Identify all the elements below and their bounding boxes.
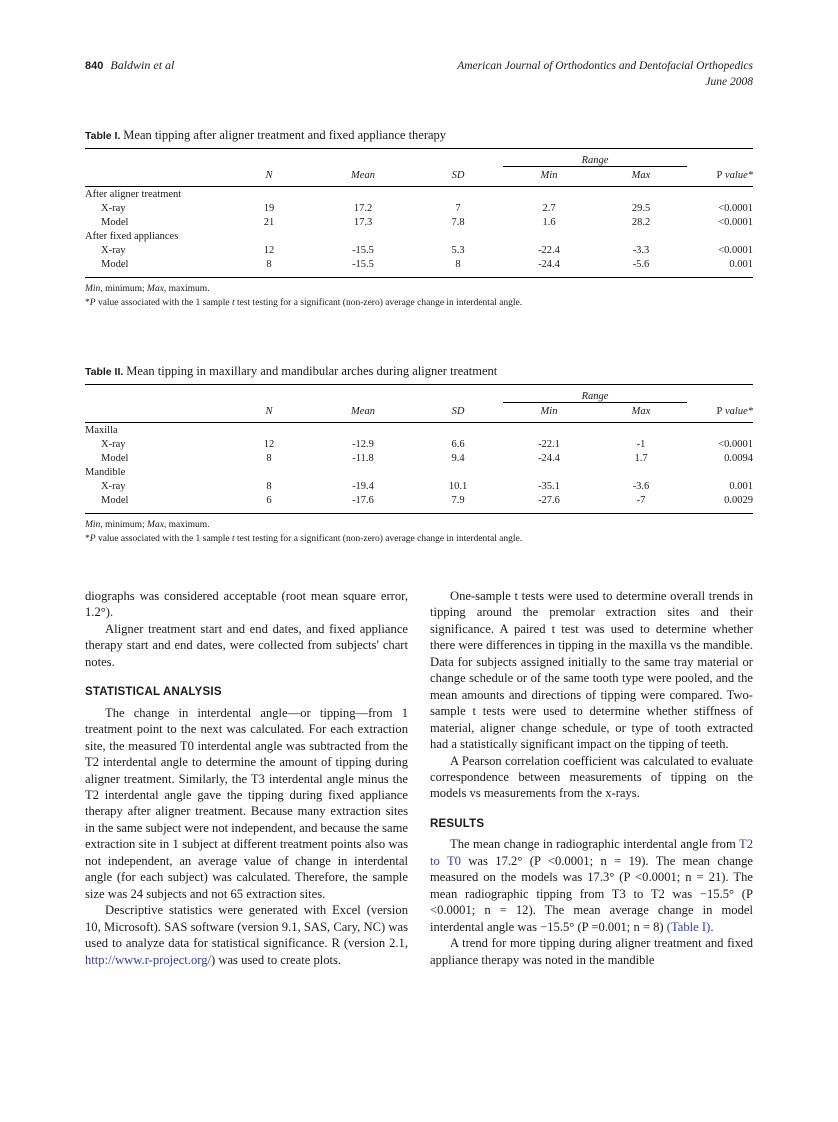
table-2 — [85, 384, 753, 514]
table-2-col-sd: SD — [451, 406, 465, 417]
issue-date: June 2008 — [705, 76, 753, 88]
table-1-header-row — [85, 167, 753, 187]
paragraph-results-means: The mean change in radiographic interdental angle from T2 to T0 was 17.2° (P <0.0001; n = 19). The mean change measured on the models was 17.3° (P <0.0001; n = 21). The mean radiographic tipping from T3 to T2 was −15.5° (P <0.0001; n = 12). The mean average change in model interdental angle was −15.5° (P =0.001; n = 8) (Table I). — [430, 837, 753, 934]
table-2-block — [85, 364, 753, 546]
paragraph-software: Descriptive statistics were generated with Excel (version 10, Microsoft). SAS software (version 9.1, SAS, Cary, NC) was used to analyze data for statistical significance. R (version 2.1, http://www.r-project.org/) was used to create plots. — [85, 903, 408, 967]
xref-t2-t0[interactable]: T2 to T0 — [430, 837, 753, 868]
table-row — [85, 423, 753, 437]
table-2-col-n: N — [265, 406, 273, 417]
table-1-label: Table I. — [85, 130, 121, 142]
journal-title: American Journal of Orthodontics and Dentofacial Orthopedics — [457, 60, 753, 72]
body-column-left — [85, 588, 408, 968]
table-1-caption — [85, 128, 753, 143]
table-1-caption-text: Mean tipping after aligner treatment and fixed appliance therapy — [123, 128, 447, 142]
running-head-right — [457, 58, 753, 90]
table-1-col-min: Min — [540, 170, 558, 181]
page-number: 840 — [85, 60, 104, 72]
table-row — [85, 229, 753, 243]
paragraph-t-tests: One-sample t tests were used to determine overall trends in tipping around the premolar extraction sites and their significance. A paired t test was used to determine whether there were differences in tipping in the maxilla vs the mandible. Data for subjects assigned initially to the same tray material or change schedule or of the same tooth type were pooled, and the mean amounts and directions of tipping were compared. Two-sample t tests were used to determine whether stiffness of material, aligner change schedule, or type of tooth extracted had a statistically significant impact on the tipping of teeth. — [430, 589, 753, 752]
table-2-notes — [85, 519, 753, 546]
table-1-block — [85, 128, 753, 310]
table-2-star-note: *P value associated with the 1 sample t test testing for a significant (non-zero) average change in interdental angle. — [85, 533, 523, 544]
table-2-col-max: Max — [631, 406, 651, 417]
table-row: X-ray 12 -15.5 5.3 -22.4 -3.3 <0.0001 — [101, 244, 753, 256]
table-1-group-fixed: After fixed appliances — [85, 231, 179, 242]
running-head-authors: Baldwin et al — [110, 58, 175, 72]
table-1 — [85, 148, 753, 278]
table-1-col-sd: SD — [451, 170, 465, 181]
table-1-col-mean: Mean — [351, 170, 375, 181]
table-2-caption — [85, 364, 753, 379]
paragraph-diographs: diographs was considered acceptable (root mean square error, 1.2°). — [85, 589, 408, 620]
table-row: X-ray 19 17.2 7 2.7 29.5 <0.0001 — [101, 202, 753, 214]
table-1-group-aligner: After aligner treatment — [85, 189, 182, 200]
table-1-col-pvalue: P value* — [716, 170, 753, 181]
table-2-header-row — [85, 403, 753, 423]
table-row: X-ray 8 -19.4 10.1 -35.1 -3.6 0.001 — [101, 480, 753, 492]
table-2-group-mandible: Mandible — [85, 467, 126, 478]
table-row: Model 8 -11.8 9.4 -24.4 1.7 0.0094 — [101, 452, 753, 464]
table-2-col-pvalue: P value* — [716, 406, 753, 417]
table-2-col-min: Min — [540, 406, 558, 417]
paragraph-statistics-method: The change in interdental angle—or tipping—from 1 treatment point to the next was calculated. For each extraction site, the measured T0 interdental angle was subtracted from the T2 interdental angle to determine the amount of tipping during aligner treatment. Similarly, the T3 interdental angle minus the T2 interdental angle gave the tipping during fixed appliance therapy after aligner treatment. Because many extraction sites in the same subject were not independent, and because the same extraction site in 1 subject at different treatment points also was not independent, an average value of change in interdental angle (for each subject) was calculated. Therefore, the sample size was 24 subjects and not 65 extraction sites. — [85, 705, 408, 901]
table-1-star-note: *P value associated with the 1 sample t test testing for a significant (non-zero) average change in interdental angle. — [85, 297, 523, 308]
table-2-group-maxilla: Maxilla — [85, 425, 118, 436]
r-project-link[interactable]: http://www.r-project.org/ — [85, 952, 212, 967]
paragraph-pearson: A Pearson correlation coefficient was calculated to evaluate correspondence between measurements of tipping on the models vs measurements from the x-rays. — [430, 753, 753, 801]
table-1-range-header: Range — [581, 155, 609, 166]
heading-statistical-analysis: STATISTICAL ANALYSIS — [85, 686, 222, 699]
table-row: Model 8 -15.5 8 -24.4 -5.6 0.001 — [101, 258, 753, 270]
table-row — [85, 187, 753, 201]
running-head-left — [85, 58, 174, 73]
table-2-label: Table II. — [85, 366, 124, 378]
table-row: X-ray 12 -12.9 6.6 -22.1 -1 <0.0001 — [101, 438, 753, 450]
table-2-range-header: Range — [581, 391, 609, 402]
paragraph-trend: A trend for more tipping during aligner treatment and fixed appliance therapy was noted in the mandible — [430, 936, 753, 967]
table-1-notes — [85, 283, 753, 310]
table-1-abbrev-note: Min, minimum; Max, maximum. — [85, 284, 210, 294]
table-2-col-mean: Mean — [351, 406, 375, 417]
table-2-caption-text: Mean tipping in maxillary and mandibular arches during aligner treatment — [126, 364, 498, 378]
table-1-col-n: N — [265, 170, 273, 181]
table-row: Model 21 17.3 7.8 1.6 28.2 <0.0001 — [101, 216, 753, 228]
table-2-abbrev-note: Min, minimum; Max, maximum. — [85, 520, 210, 530]
paragraph-treatment-dates: Aligner treatment start and end dates, and fixed appliance therapy start and end dates, were collected from subjects' chart notes. — [85, 621, 408, 669]
xref-table-1[interactable]: (Table I) — [666, 919, 711, 934]
running-head — [85, 58, 753, 98]
table-row: Model 6 -17.6 7.9 -27.6 -7 0.0029 — [101, 494, 753, 506]
body-column-right — [430, 588, 753, 968]
table-row — [85, 465, 753, 479]
heading-results: RESULTS — [430, 817, 485, 830]
table-1-col-max: Max — [631, 170, 651, 181]
